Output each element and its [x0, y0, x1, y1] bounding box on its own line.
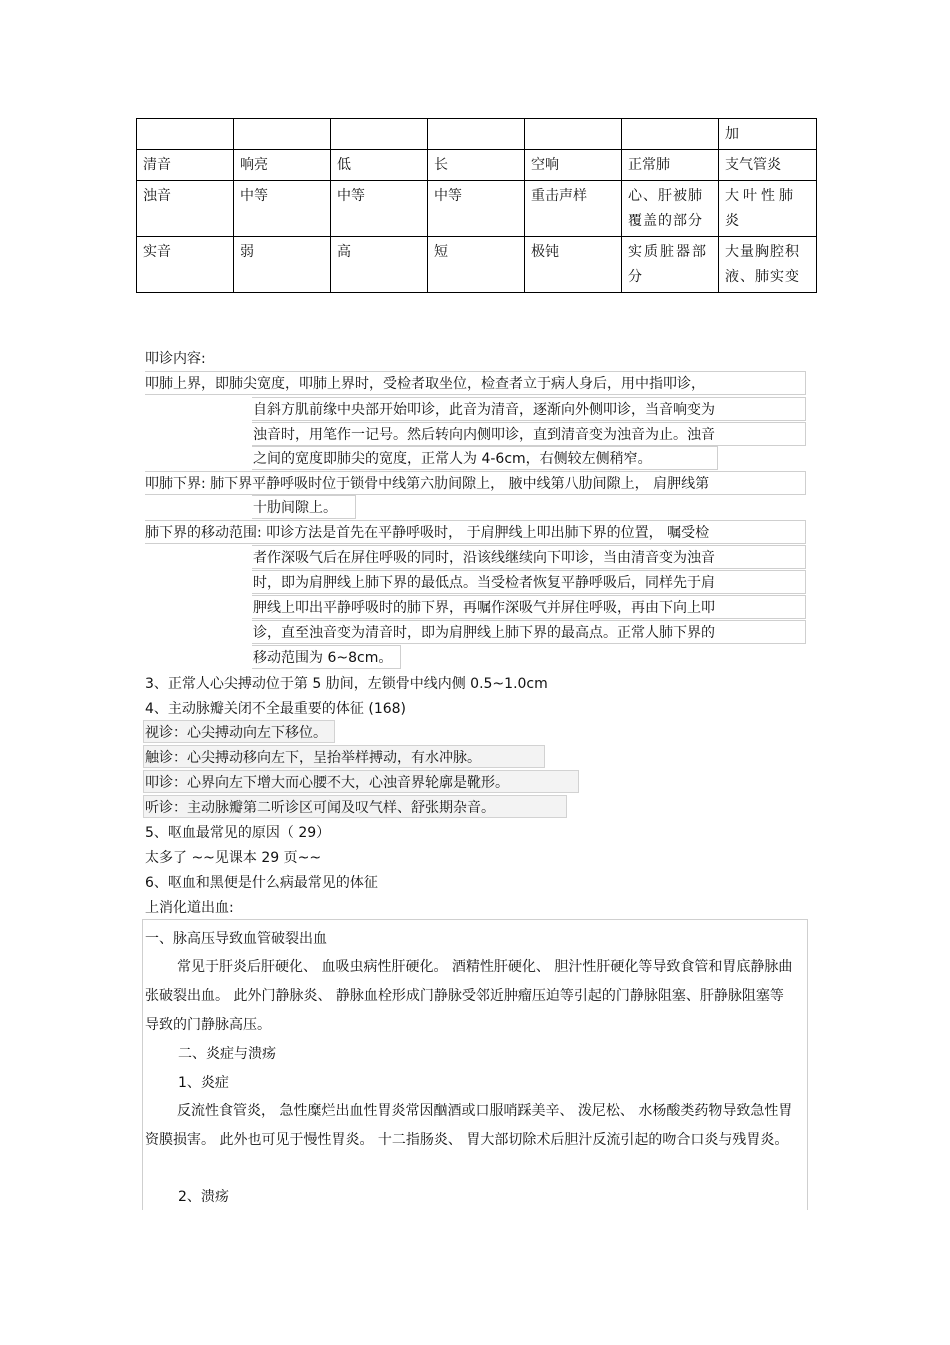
text-line: 者作深吸气后在屏住呼吸的同时，沿该线继续向下叩诊，当由清音变为浊音: [253, 550, 715, 566]
table-cell: 心、肝被肺覆盖的部分: [622, 181, 719, 237]
table-row: [137, 119, 817, 150]
sign-palpation: 触诊：心尖搏动移向左下，呈抬举样搏动，有水冲脉。: [145, 750, 481, 766]
table-row: [137, 150, 817, 181]
question-5: 5、呕血最常见的原因（ 29）: [145, 825, 331, 841]
table-cell: 重击声样: [525, 181, 622, 237]
table-cell: 弱: [234, 237, 331, 293]
subsection-inflammation-title: 1、炎症: [178, 1075, 229, 1091]
table-cell: 正常肺: [622, 150, 719, 181]
table-cell: 响亮: [234, 150, 331, 181]
section-1-title: 一、脉高压导致血管破裂出血: [145, 931, 327, 947]
table-row: [137, 181, 817, 237]
upper-gi-bleeding-heading: 上消化道出血:: [145, 900, 234, 916]
subsection-ulcer-title: 2、溃疡: [178, 1189, 229, 1205]
table-cell: 大叶性肺炎: [719, 181, 817, 237]
table-cell: 大量胸腔积液、肺实变: [719, 237, 817, 293]
table-cell: 清音: [137, 150, 234, 181]
text-line: 十肋间隙上。: [253, 500, 337, 516]
table-cell: 中等: [428, 181, 525, 237]
table-cell: [331, 119, 428, 150]
text-line: 诊，直至浊音变为清音时，即为肩胛线上肺下界的最高点。正常人肺下界的: [253, 625, 715, 641]
question-6: 6、呕血和黑便是什么病最常见的体征: [145, 875, 378, 891]
text-line: 移动范围为 6~8cm。: [253, 650, 393, 666]
upper-boundary-label: 叩肺上界，即肺尖宽度，叩肺上界时，受检者取坐位，检查者立于病人身后，用中指叩诊，: [145, 376, 705, 392]
percussion-sound-table: [136, 118, 817, 293]
table-row: [137, 237, 817, 293]
text-line: 胛线上叩出平静呼吸时的肺下界，再嘱作深吸气并屏住呼吸，再由下向上叩: [253, 600, 715, 616]
text-line: 时，即为肩胛线上肺下界的最低点。当受检者恢复平静呼吸后，同样先于肩: [253, 575, 715, 591]
section-1-body: 常见于肝炎后肝硬化、 血吸虫病性肝硬化。 酒精性肝硬化、 胆汁性肝硬化等导致食管和胃底静脉曲张破裂出血。 此外门静脉炎、 静脉血栓形成门静脉受邻近肿瘤压迫等引起的门静脉阻塞、肝静脉阻塞等导致的门静脉高压。: [145, 959, 793, 1033]
table-cell: 实质脏器部分: [622, 237, 719, 293]
question-5-note: 太多了 ~~见课本 29 页~~: [145, 850, 322, 866]
table-cell: 长: [428, 150, 525, 181]
percussion-heading: 叩诊内容:: [145, 351, 206, 367]
table-cell: 中等: [331, 181, 428, 237]
subsection-inflammation-body: 反流性食管炎， 急性糜烂出血性胃炎常因酗酒或口服哨踩美辛、 泼尼松、 水杨酸类药物导致急性胃资膜损害。 此外也可见于慢性胃炎。 十二指肠炎、 胃大部切除术后胆汁反流引起的吻合口炎与残胃炎。: [145, 1103, 793, 1148]
table-cell: 加: [719, 119, 817, 150]
lower-boundary-movement-label: 肺下界的移动范围: 叩诊方法是首先在平静呼吸时， 于肩胛线上叩出肺下界的位置， 嘱受检: [145, 525, 710, 541]
question-4: 4、主动脉瓣关闭不全最重要的体征 (168): [145, 701, 407, 717]
text-line: 浊音时，用笔作一记号。然后转向内侧叩诊，直到清音变为浊音为止。浊音: [253, 427, 715, 443]
sign-percussion: 叩诊：心界向左下增大而心腰不大，心浊音界轮廓是靴形。: [145, 775, 509, 791]
text-line: 之间的宽度即肺尖的宽度，正常人为 4-6cm，右侧较左侧稍窄。: [253, 451, 652, 467]
table-cell: 低: [331, 150, 428, 181]
table-cell: 支气管炎: [719, 150, 817, 181]
table-cell: 空响: [525, 150, 622, 181]
table-cell: 高: [331, 237, 428, 293]
lower-boundary-label: 叩肺下界: 肺下界平静呼吸时位于锁骨中线第六肋间隙上， 腋中线第八肋间隙上， 肩胛线第: [145, 476, 710, 492]
table-cell: 极钝: [525, 237, 622, 293]
sign-inspection: 视诊：心尖搏动向左下移位。: [145, 725, 327, 741]
section-2-title: 二、炎症与溃疡: [178, 1046, 276, 1062]
table-cell: [428, 119, 525, 150]
table-cell: [622, 119, 719, 150]
table-cell: [137, 119, 234, 150]
text-line: 自斜方肌前缘中央部开始叩诊，此音为清音，逐渐向外侧叩诊，当音响变为: [253, 402, 715, 418]
table-cell: 实音: [137, 237, 234, 293]
table-cell: 中等: [234, 181, 331, 237]
table-cell: 浊音: [137, 181, 234, 237]
sign-auscultation: 听诊：主动脉瓣第二听诊区可闻及叹气样、舒张期杂音。: [145, 800, 495, 816]
table-cell: [525, 119, 622, 150]
table-cell: 短: [428, 237, 525, 293]
question-3: 3、正常人心尖搏动位于第 5 肋间，左锁骨中线内侧 0.5~1.0cm: [145, 676, 548, 692]
table-cell: [234, 119, 331, 150]
